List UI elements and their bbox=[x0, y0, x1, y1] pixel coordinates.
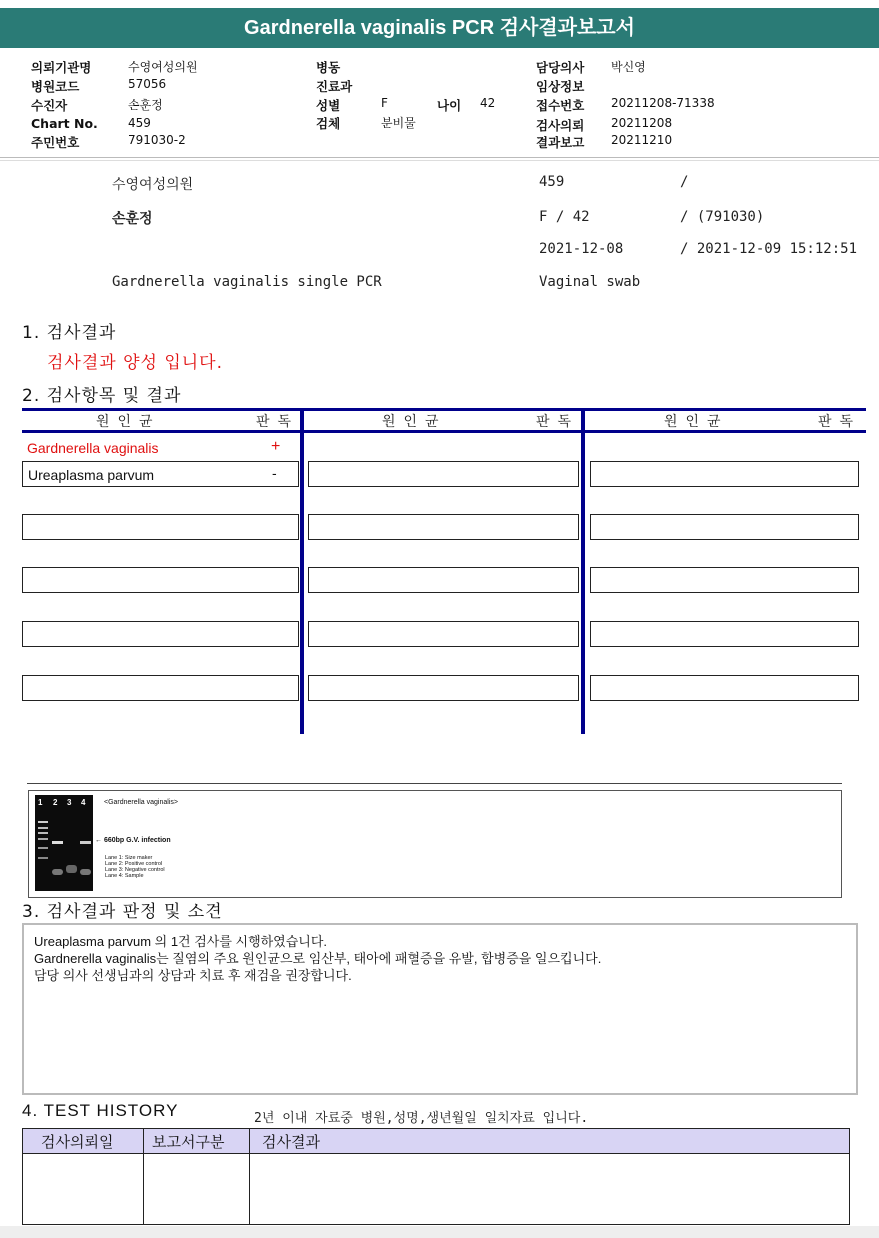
col-pathogen-2: 원인균 bbox=[382, 414, 447, 430]
column-divider-2 bbox=[581, 408, 585, 734]
ladder-band bbox=[38, 832, 48, 834]
ladder-band bbox=[38, 857, 48, 859]
empty-cell bbox=[590, 621, 859, 647]
doctor-value: 박신영 bbox=[611, 60, 646, 74]
report-value: 20211210 bbox=[611, 133, 673, 147]
column-divider-1 bbox=[300, 408, 304, 734]
empty-cell bbox=[308, 567, 579, 593]
gel-image bbox=[35, 795, 93, 891]
request-label: 검사의뢰 bbox=[536, 118, 585, 133]
history-col-request-date: 검사의뢰일 bbox=[23, 1129, 144, 1154]
gel-divider bbox=[27, 783, 842, 784]
institution-value: 수영여성의원 bbox=[128, 60, 198, 74]
section1-title: 1. 검사결과 bbox=[22, 323, 117, 343]
hospcode-label: 병원코드 bbox=[31, 79, 80, 94]
item-result-ureaplasma: - bbox=[272, 465, 277, 481]
summary-specimen: Vaginal swab bbox=[539, 274, 641, 290]
summary-patient: 손훈정 bbox=[112, 211, 153, 227]
primer-dimer bbox=[52, 869, 63, 875]
primer-dimer bbox=[66, 865, 77, 873]
age-label: 나이 bbox=[437, 98, 462, 113]
resid-label: 주민번호 bbox=[31, 135, 80, 150]
section2-title: 2. 검사항목 및 결과 bbox=[22, 386, 182, 406]
ladder-band bbox=[38, 838, 48, 840]
summary-chart: 459 bbox=[539, 174, 565, 190]
col-judgment-3: 판독 bbox=[818, 414, 862, 430]
empty-cell bbox=[590, 675, 859, 701]
empty-cell bbox=[590, 567, 859, 593]
specimen-value: 분비물 bbox=[381, 116, 416, 130]
summary-birth: / (791030) bbox=[680, 209, 765, 225]
receipt-value: 20211208-71338 bbox=[611, 96, 715, 110]
ladder-band bbox=[38, 821, 48, 823]
specimen-label: 검체 bbox=[316, 116, 341, 131]
empty-cell bbox=[22, 621, 299, 647]
col-pathogen-1: 원인균 bbox=[96, 414, 161, 430]
section4-title: 4. TEST HISTORY bbox=[22, 1101, 179, 1120]
item-name-gardnerella: Gardnerella vaginalis bbox=[27, 440, 159, 456]
ward-label: 병동 bbox=[316, 60, 341, 75]
col-pathogen-3: 원인균 bbox=[664, 414, 729, 430]
chart-value: 459 bbox=[128, 116, 151, 130]
history-cell bbox=[23, 1154, 144, 1225]
opinion-line-3: 담당 의사 선생님과의 상담과 치료 후 재검을 권장합니다. bbox=[34, 968, 352, 983]
positive-result-text: 검사결과 양성 입니다. bbox=[47, 353, 224, 373]
gel-caption: <Gardnerella vaginalis> bbox=[104, 799, 178, 806]
summary-slash: / bbox=[680, 174, 689, 190]
gel-legend-3: Lane 3: Negative control bbox=[105, 867, 165, 873]
section3-title: 3. 검사결과 판정 및 소견 bbox=[22, 902, 223, 922]
dept-label: 진료과 bbox=[316, 79, 353, 94]
summary-test-name: Gardnerella vaginalis single PCR bbox=[112, 274, 382, 290]
empty-cell bbox=[22, 514, 299, 540]
empty-cell bbox=[308, 514, 579, 540]
empty-cell bbox=[22, 675, 299, 701]
history-table bbox=[22, 1128, 850, 1225]
opinion-box bbox=[22, 923, 858, 1095]
item-result-gardnerella: + bbox=[271, 438, 281, 455]
gel-legend-4: Lane 4: Sample bbox=[105, 873, 144, 879]
col-judgment-1: 판독 bbox=[256, 414, 300, 430]
history-col-report-type: 보고서구분 bbox=[144, 1129, 250, 1154]
primer-dimer bbox=[80, 869, 91, 875]
positive-control-band bbox=[52, 841, 63, 844]
summary-sex-age: F / 42 bbox=[539, 209, 590, 225]
sample-band bbox=[80, 841, 91, 844]
history-cell bbox=[250, 1154, 850, 1225]
institution-label: 의뢰기관명 bbox=[31, 60, 92, 75]
history-col-result: 검사결과 bbox=[250, 1129, 850, 1154]
report-label: 결과보고 bbox=[536, 135, 585, 150]
lane-label-2: 2 bbox=[53, 798, 58, 807]
col-judgment-2: 판독 bbox=[536, 414, 580, 430]
ladder-band bbox=[38, 847, 48, 849]
hospcode-value: 57056 bbox=[128, 77, 167, 91]
empty-cell bbox=[590, 514, 859, 540]
empty-cell bbox=[308, 461, 579, 487]
doctor-label: 담당의사 bbox=[536, 60, 585, 75]
lane-label-3: 3 bbox=[67, 798, 72, 807]
sex-value: F bbox=[381, 96, 388, 110]
header-divider bbox=[0, 157, 879, 158]
empty-cell bbox=[308, 621, 579, 647]
receipt-label: 접수번호 bbox=[536, 98, 585, 113]
opinion-line-1: Ureaplasma parvum 의 1건 검사를 시행하였습니다. bbox=[34, 934, 328, 949]
ladder-band bbox=[38, 827, 48, 829]
patient-value: 손훈정 bbox=[128, 98, 163, 112]
summary-report-datetime: / 2021-12-09 15:12:51 bbox=[680, 241, 858, 257]
gel-figure bbox=[28, 790, 842, 898]
sex-label: 성별 bbox=[316, 98, 341, 113]
age-value: 42 bbox=[480, 96, 496, 110]
clinical-label: 임상정보 bbox=[536, 79, 585, 94]
header-divider-2 bbox=[0, 160, 879, 161]
patient-label: 수진자 bbox=[31, 98, 68, 113]
summary-institution: 수영여성의원 bbox=[112, 177, 194, 193]
summary-request-date: 2021-12-08 bbox=[539, 241, 624, 257]
lane-label-1: 1 bbox=[38, 798, 43, 807]
resid-value: 791030-2 bbox=[128, 133, 186, 147]
gel-band-label: ← 660bp G.V. infection bbox=[95, 837, 171, 844]
history-cell bbox=[144, 1154, 250, 1225]
request-value: 20211208 bbox=[611, 116, 673, 130]
gel-legend-2: Lane 2: Positive control bbox=[105, 861, 163, 867]
history-note: 2년 이내 자료중 병원,성명,생년월일 일치자료 입니다. bbox=[254, 1111, 589, 1126]
lane-label-4: 4 bbox=[81, 798, 86, 807]
report-title: Gardnerella vaginalis PCR 검사결과보고서 bbox=[0, 8, 879, 48]
item-name-ureaplasma: Ureaplasma parvum bbox=[28, 467, 155, 483]
opinion-line-2: Gardnerella vaginalis는 질염의 주요 원인균으로 임산부, 태아에 패혈증을 유발, 합병증을 일으킵니다. bbox=[34, 951, 602, 966]
gel-legend-1: Lane 1: Size maker bbox=[105, 855, 153, 861]
empty-cell bbox=[308, 675, 579, 701]
empty-cell bbox=[22, 567, 299, 593]
chart-label: Chart No. bbox=[31, 116, 98, 131]
empty-cell bbox=[590, 461, 859, 487]
top-edge bbox=[0, 0, 879, 8]
footer-bar bbox=[0, 1226, 879, 1238]
